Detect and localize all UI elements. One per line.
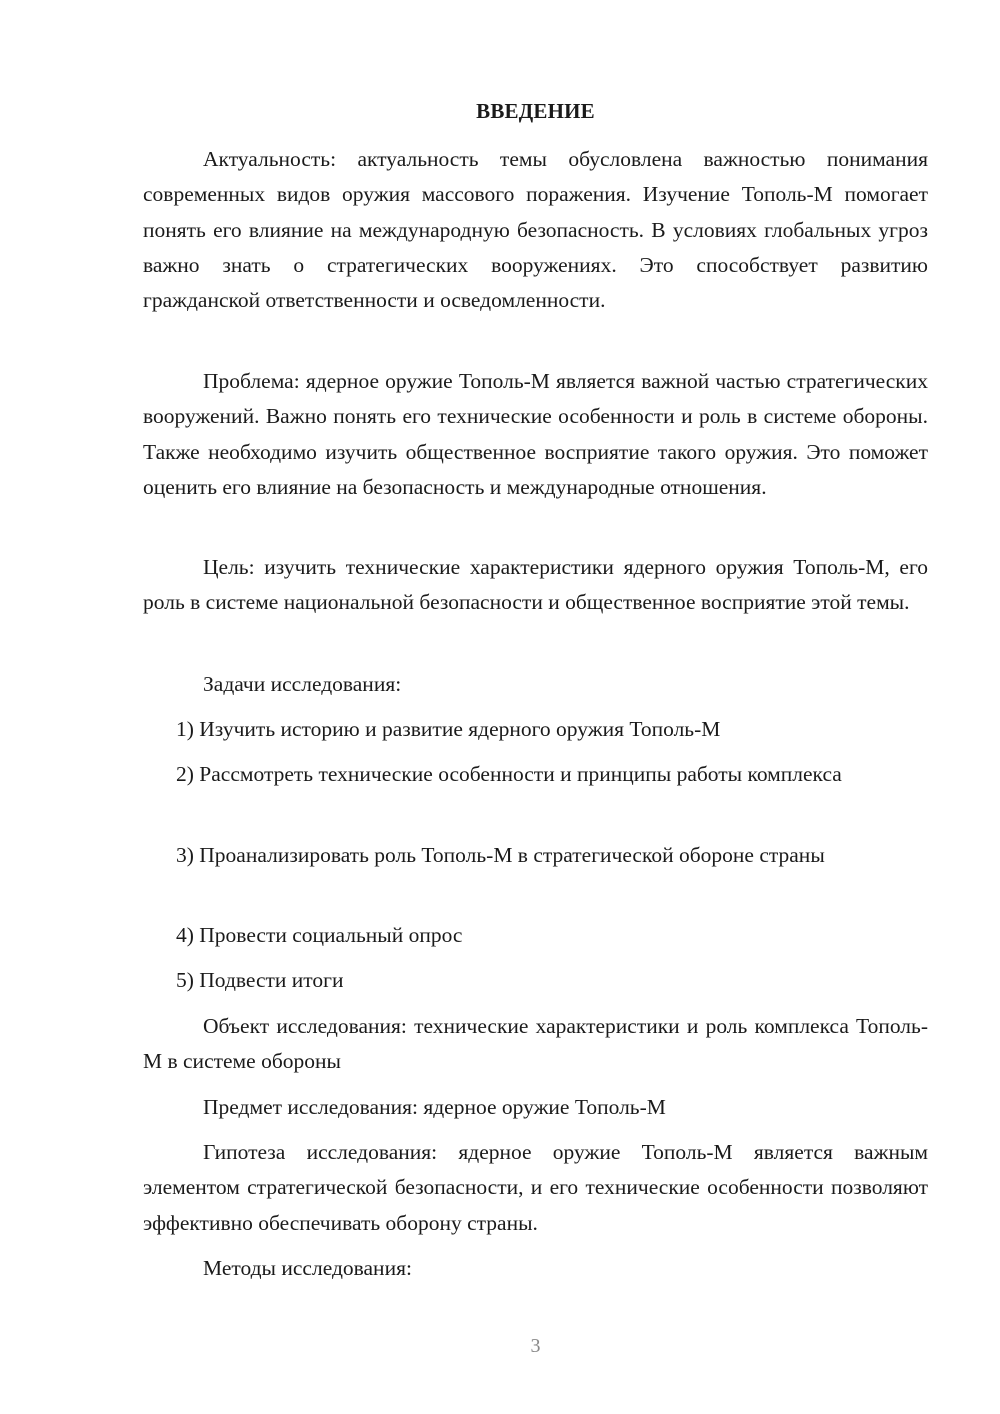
paragraph-goal: Цель: изучить технические характеристики ядерного оружия Тополь-М, его роль в системе национальной безопасности и общественное восприятие этой темы. xyxy=(143,555,928,615)
task-item-2: 2) Рассмотреть технические особенности и принципы работы комплекса xyxy=(176,762,842,786)
task-item-4: 4) Провести социальный опрос xyxy=(176,923,463,947)
task-item-5: 5) Подвести итоги xyxy=(176,968,344,992)
paragraph-relevance: Актуальность: актуальность темы обусловлена важностью понимания современных видов оружия массового поражения. Изучение Тополь-М помогает понять его влияние на международную безопасность. В условиях глобальных угроз важно знать о стратегических вооружениях. Это способствует развитию гражданской ответственности и осведомленности. xyxy=(143,147,928,313)
page-number: 3 xyxy=(530,1335,541,1357)
paragraph-subject: Предмет исследования: ядерное оружие Тополь-М xyxy=(203,1095,666,1119)
paragraph-tasks-title: Задачи исследования: xyxy=(203,672,402,696)
task-item-1: 1) Изучить историю и развитие ядерного оружия Тополь-М xyxy=(176,717,721,741)
paragraph-problem: Проблема: ядерное оружие Тополь-М является важной частью стратегических вооружений. Важно понять его технические особенности и роль в системе обороны. Также необходимо изучить общественное восприятие такого оружия. Это поможет оценить его влияние на безопасность и международные отношения. xyxy=(143,369,928,499)
paragraph-object: Объект исследования: технические характеристики и роль комплекса Тополь-М в системе обороны xyxy=(143,1014,928,1074)
paragraph-methods: Методы исследования: xyxy=(203,1256,412,1280)
paragraph-hypothesis: Гипотеза исследования: ядерное оружие Тополь-М является важным элементом стратегической безопасности, и его технические особенности позволяют эффективно обеспечивать оборону страны. xyxy=(143,1140,928,1235)
page-heading: ВВЕДЕНИЕ xyxy=(476,99,595,123)
task-item-3: 3) Проанализировать роль Тополь-М в стратегической обороне страны xyxy=(176,843,825,867)
